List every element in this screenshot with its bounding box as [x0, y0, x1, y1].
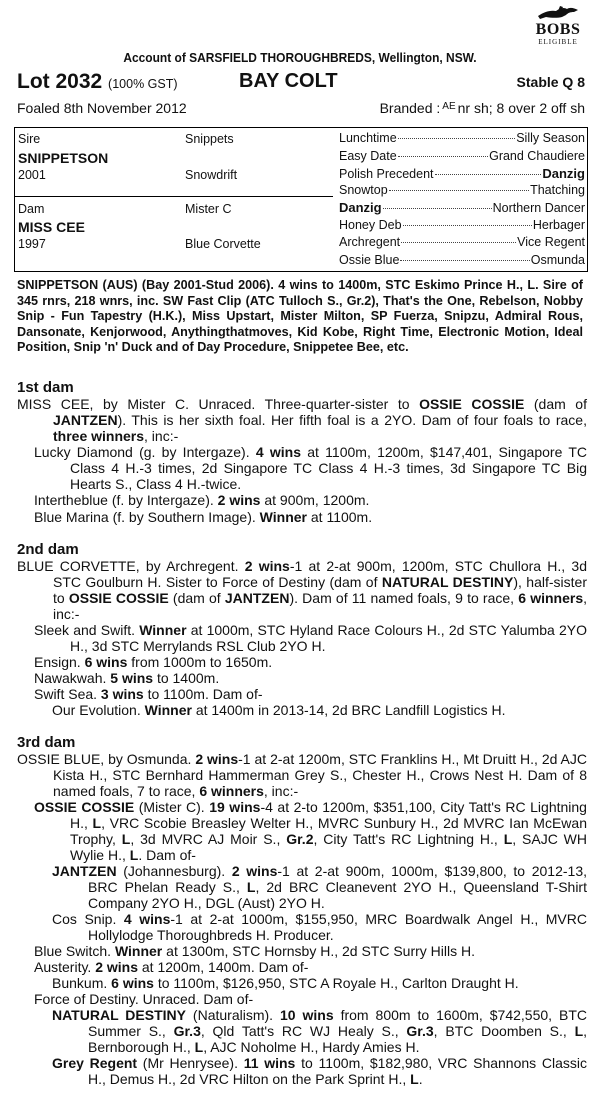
gen3-row: [339, 218, 585, 235]
text-run: Bunkum.: [52, 975, 112, 991]
sire-label: Sire: [18, 132, 41, 146]
text-run: ). This is her sixth foal. Her fifth foal is a 2YO. Dam of four foals to race,: [117, 412, 587, 428]
bold-text: 2 wins: [231, 863, 278, 879]
bold-text: 2 wins: [244, 558, 290, 574]
sire-year: 2001: [18, 168, 46, 182]
text-run: ). Dam of 11 named foals, 9 to race,: [289, 590, 519, 606]
gen4-ancestor: Thatching: [530, 183, 585, 197]
bold-text: 10 wins: [280, 1007, 334, 1023]
text-run: , 3d MVRC AJ Moir S.,: [130, 831, 287, 847]
gen4-ancestor: Osmunda: [530, 253, 585, 267]
text-run: Swift Sea.: [34, 686, 101, 702]
logo-text: BOBS: [535, 21, 581, 38]
progeny-entry: [34, 444, 587, 492]
bold-text: 2 wins: [195, 751, 239, 767]
text-run: , inc:-: [144, 428, 179, 444]
text-run: , inc:-: [53, 590, 587, 622]
dam-intro: [17, 396, 587, 444]
gst-note: (100% GST): [108, 77, 178, 91]
text-run: -1 at 2-at 1000m, $155,950, MRC Boardwalk Angel H., MVRC Hollylodge Thoroughbreds H. Producer.: [88, 911, 587, 943]
text-run: , inc:-: [263, 783, 299, 799]
text-run: Ensign.: [34, 654, 85, 670]
text-run: , Bernborough H.,: [88, 1023, 588, 1055]
text-run: , BTC Doomben S.,: [433, 1023, 575, 1039]
bold-text: OSSIE COSSIE: [68, 590, 169, 606]
gen3-row: [339, 183, 585, 200]
gen3-row: [339, 149, 585, 166]
gen3-row: [339, 166, 585, 183]
dot-leader: [383, 208, 492, 209]
pedigree-table: [14, 127, 588, 272]
progeny-entry: [34, 654, 587, 670]
section-heading: 1st dam: [17, 379, 74, 396]
bold-text: L: [92, 815, 102, 831]
dot-leader: [403, 225, 532, 226]
progeny-entry: [52, 1055, 587, 1087]
bold-text: NATURAL DESTINY: [52, 1007, 186, 1023]
progeny-entry: [52, 975, 587, 991]
dot-leader: [398, 138, 516, 139]
lot-number: Lot 2032 (100% GST): [17, 70, 178, 93]
text-run: Austerity.: [34, 959, 96, 975]
bold-text: L: [503, 831, 513, 847]
text-run: , AJC Noholme H., Hardy Amies H.: [203, 1039, 420, 1055]
text-run: Sleek and Swift.: [34, 622, 140, 638]
bold-text: 19 wins: [209, 799, 261, 815]
progeny-entry: [34, 492, 587, 508]
bold-text: Gr.2: [286, 831, 314, 847]
sire-name: SNIPPETSON: [18, 150, 109, 166]
gen3-ancestor: Easy Date: [339, 149, 397, 163]
bold-text: OSSIE COSSIE: [34, 799, 135, 815]
progeny-entry: [34, 959, 587, 975]
progeny-entry: [34, 509, 587, 525]
gen3-row: [339, 235, 585, 252]
text-run: , 2d BRC Cleanevent 2YO H., Queensland T-Shirt Company 2YO H., DGL (Aust) 2YO H.: [88, 879, 587, 911]
text-run: (dam of: [168, 590, 225, 606]
sire-sire: Snippets: [185, 132, 234, 146]
sire-summary: SNIPPETSON (AUS) (Bay 2001-Stud 2006). 4 wins to 1400m, STC Eskimo Prince H., L. Sire of 345 rnrs, 218 wnrs, inc. SW Fast Clip (ATC Tulloch S., Gr.2), That's the One, Rebelson, Nobby Snip - Fun Tapestry (H.K.), Miss Upstart, Mister Milton, SP Fuerza, Snipzu, Admiral Rous, Dansonate, Kenjorwood, Anythingthatmoves, Kid Kobe, Right Time, Electronic Motion, Ideal Position, Snip 'n' Duck and of Day Procedure, Snippetee Bee, etc.: [17, 278, 583, 354]
bold-text: 5 wins: [110, 670, 154, 686]
gen4-ancestor: Vice Regent: [517, 235, 585, 249]
text-run: , Qld Tatt's RC WJ Healy S.,: [200, 1023, 407, 1039]
bold-text: L: [194, 1039, 204, 1055]
gen3-ancestor: Archregent: [339, 235, 401, 249]
gen3-row: [339, 200, 585, 217]
progeny-entry: [52, 702, 587, 718]
dam-dam: Blue Corvette: [185, 237, 261, 251]
text-run: at 1400m in 2013-14, 2d BRC Landfill Logistics H.: [191, 702, 506, 718]
bold-text: Winner: [139, 622, 187, 638]
bold-text: Winner: [114, 943, 163, 959]
gen3-ancestor: Lunchtime: [339, 131, 397, 145]
text-run: -1 at 2-at 900m, 1000m, $139,800, to 2012-13, BRC Phelan Ready S.,: [88, 863, 587, 895]
text-run: Cos Snip.: [52, 911, 124, 927]
stable-number: Stable Q 8: [516, 74, 585, 90]
text-run: BLUE CORVETTE, by Archregent.: [17, 558, 245, 574]
text-run: Lucky Diamond (g. by Intergaze).: [34, 444, 256, 460]
dam-label: Dam: [18, 202, 45, 216]
dam-intro: [17, 751, 587, 799]
dot-leader: [400, 260, 529, 261]
dot-leader: [401, 242, 516, 243]
text-run: (Johannesburg).: [116, 863, 232, 879]
progeny-entry: [34, 799, 587, 863]
text-run: at 900m, 1200m.: [260, 492, 370, 508]
text-run: from 800m to 1600m, $742,550, BTC Summer S.,: [88, 1007, 587, 1039]
text-run: , SAJC WH Wylie H.,: [70, 831, 588, 863]
gen4-ancestor: Silly Season: [516, 131, 585, 145]
text-run: from 1000m to 1650m.: [127, 654, 273, 670]
dot-leader: [398, 156, 488, 157]
bold-text: OSSIE COSSIE: [419, 396, 525, 412]
text-run: (Mister C).: [134, 799, 210, 815]
text-run: (Naturalism).: [185, 1007, 280, 1023]
bold-text: L: [246, 879, 256, 895]
text-run: , VRC Scobie Breasley Welter H., MVRC Sunbury H., 2d MVRC Ian McEwan Trophy,: [70, 815, 587, 847]
text-run: -1 at 2-at 900m, 1200m, STC Chullora H., 3d STC Goulburn H. Sister to Force of Destiny (dam of: [53, 558, 587, 590]
sire-dam: Snowdrift: [185, 168, 238, 182]
horse-rider-icon: [536, 4, 580, 22]
gen3-row: [339, 253, 585, 270]
gen3-ancestor: Polish Precedent: [339, 167, 434, 181]
dam-sire: Mister C: [185, 202, 232, 216]
text-run: to 1400m.: [153, 670, 220, 686]
progeny-entry: [52, 863, 587, 911]
text-run: Our Evolution.: [52, 702, 145, 718]
text-run: ), half-sister to: [53, 574, 587, 606]
gen3-ancestor: Danzig: [339, 200, 382, 215]
text-run: at 1100m.: [307, 509, 373, 525]
text-run: to 1100m. Dam of-: [143, 686, 263, 702]
bold-text: L: [129, 847, 139, 863]
progeny-entry: [34, 991, 587, 1007]
vendor-account: Account of SARSFIELD THOROUGHBREDS, Wellington, NSW.: [123, 50, 477, 65]
text-run: at 1200m, 1400m. Dam of-: [138, 959, 309, 975]
progeny-entry: [34, 622, 587, 654]
bold-text: 6 wins: [111, 975, 154, 991]
dam-year: 1997: [18, 237, 46, 251]
progeny-entry: [34, 670, 587, 686]
bold-text: 3 wins: [100, 686, 144, 702]
logo-subtext: ELIGIBLE: [538, 38, 578, 46]
bold-text: three winners: [53, 428, 145, 444]
bold-text: L: [410, 1071, 419, 1087]
bold-text: NATURAL DESTINY: [381, 574, 514, 590]
text-run: -4 at 2-to 1200m, $351,100, City Tatt's RC Lightning H.,: [70, 799, 587, 831]
brand-mark: AE: [442, 101, 456, 112]
gen3-row: [339, 131, 585, 148]
dot-leader: [435, 174, 542, 175]
bold-text: JANTZEN: [52, 863, 117, 879]
text-run: , City Tatt's RC Lightning H.,: [313, 831, 504, 847]
divider: [15, 196, 333, 197]
bold-text: 6 wins: [84, 654, 128, 670]
section-heading: 3rd dam: [17, 734, 76, 751]
bold-text: 2 wins: [95, 959, 138, 975]
bobs-logo: [528, 4, 588, 46]
text-run: to 1100m, $126,950, STC A Royale H., Carlton Draught H.: [153, 975, 519, 991]
bold-text: 4 wins: [255, 444, 302, 460]
bold-text: 6 winners: [518, 590, 584, 606]
text-run: (dam of: [524, 396, 587, 412]
bold-text: 2 wins: [217, 492, 261, 508]
bold-text: Winner: [259, 509, 307, 525]
text-run: at 1000m, STC Hyland Race Colours H., 2d STC Yalumba 2YO H., 3d STC Merrylands RSL Club 2YO H.: [70, 622, 587, 654]
dot-leader: [389, 190, 529, 191]
text-run: at 1100m, 1200m, $147,401, Singapore TC Class 4 H.-3 times, 2d Singapore TC Class 4 H.-3 times, 3d Singapore TC Big Hearts S., Class 4 H.-twice.: [70, 444, 588, 492]
progeny-entry: [34, 943, 587, 959]
bold-text: JANTZEN: [53, 412, 118, 428]
text-run: Intertheblue (f. by Intergaze).: [34, 492, 218, 508]
text-run: . Dam of-: [138, 847, 196, 863]
gen3-ancestor: Snowtop: [339, 183, 388, 197]
gen4-ancestor: Northern Dancer: [492, 201, 585, 215]
brand-info: Branded : $^{AE}$ nr sh; 8 over 2 off sh: [379, 100, 585, 116]
section-heading: 2nd dam: [17, 541, 79, 558]
dam-intro: [17, 558, 587, 622]
text-run: Blue Switch.: [34, 943, 115, 959]
progeny-entry: [52, 911, 587, 943]
text-run: at 1300m, STC Hornsby H., 2d STC Surry Hills H.: [162, 943, 476, 959]
gen4-ancestor: Grand Chaudiere: [489, 149, 585, 163]
bold-text: Gr.3: [173, 1023, 201, 1039]
text-run: (Mr Henrysee).: [137, 1055, 244, 1071]
lot-line: [17, 70, 585, 94]
horse-sex-colour: BAY COLT: [239, 70, 338, 92]
bold-text: Gr.3: [406, 1023, 434, 1039]
bold-text: Winner: [144, 702, 192, 718]
foaled-date: Foaled 8th November 2012: [17, 100, 187, 116]
text-run: Force of Destiny. Unraced. Dam of-: [34, 991, 254, 1007]
gen3-ancestor: Ossie Blue: [339, 253, 400, 267]
bold-text: L: [121, 831, 131, 847]
bold-text: JANTZEN: [224, 590, 290, 606]
gen4-ancestor: Herbager: [532, 218, 585, 232]
progeny-entry: [52, 1007, 587, 1055]
bold-text: 11 wins: [243, 1055, 296, 1071]
gen4-ancestor: Danzig: [542, 166, 585, 181]
text-run: .: [418, 1071, 423, 1087]
gen3-ancestor: Honey Deb: [339, 218, 402, 232]
text-run: to 1100m, $182,980, VRC Shannons Classic H., Demus H., 2d VRC Hilton on the Park Sprint H.,: [88, 1055, 588, 1087]
text-run: MISS CEE, by Mister C. Unraced. Three-quarter-sister to: [17, 396, 420, 412]
dam-name: MISS CEE: [18, 219, 85, 235]
bold-text: 6 winners: [199, 783, 264, 799]
bold-text: Grey Regent: [52, 1055, 138, 1071]
text-run: OSSIE BLUE, by Osmunda.: [17, 751, 196, 767]
text-run: Blue Marina (f. by Southern Image).: [34, 509, 260, 525]
bold-text: 4 wins: [123, 911, 171, 927]
text-run: Nawakwah.: [34, 670, 111, 686]
progeny-entry: [34, 686, 587, 702]
bold-text: L: [574, 1023, 584, 1039]
text-run: -1 at 2-at 1200m, STC Franklins H., Mt Druitt H., 2d AJC Kista H., STC Bernhard Hammerman Grey S., Chester H., Crows Nest H. Dam of 8 named foals, 7 to race,: [53, 751, 588, 799]
